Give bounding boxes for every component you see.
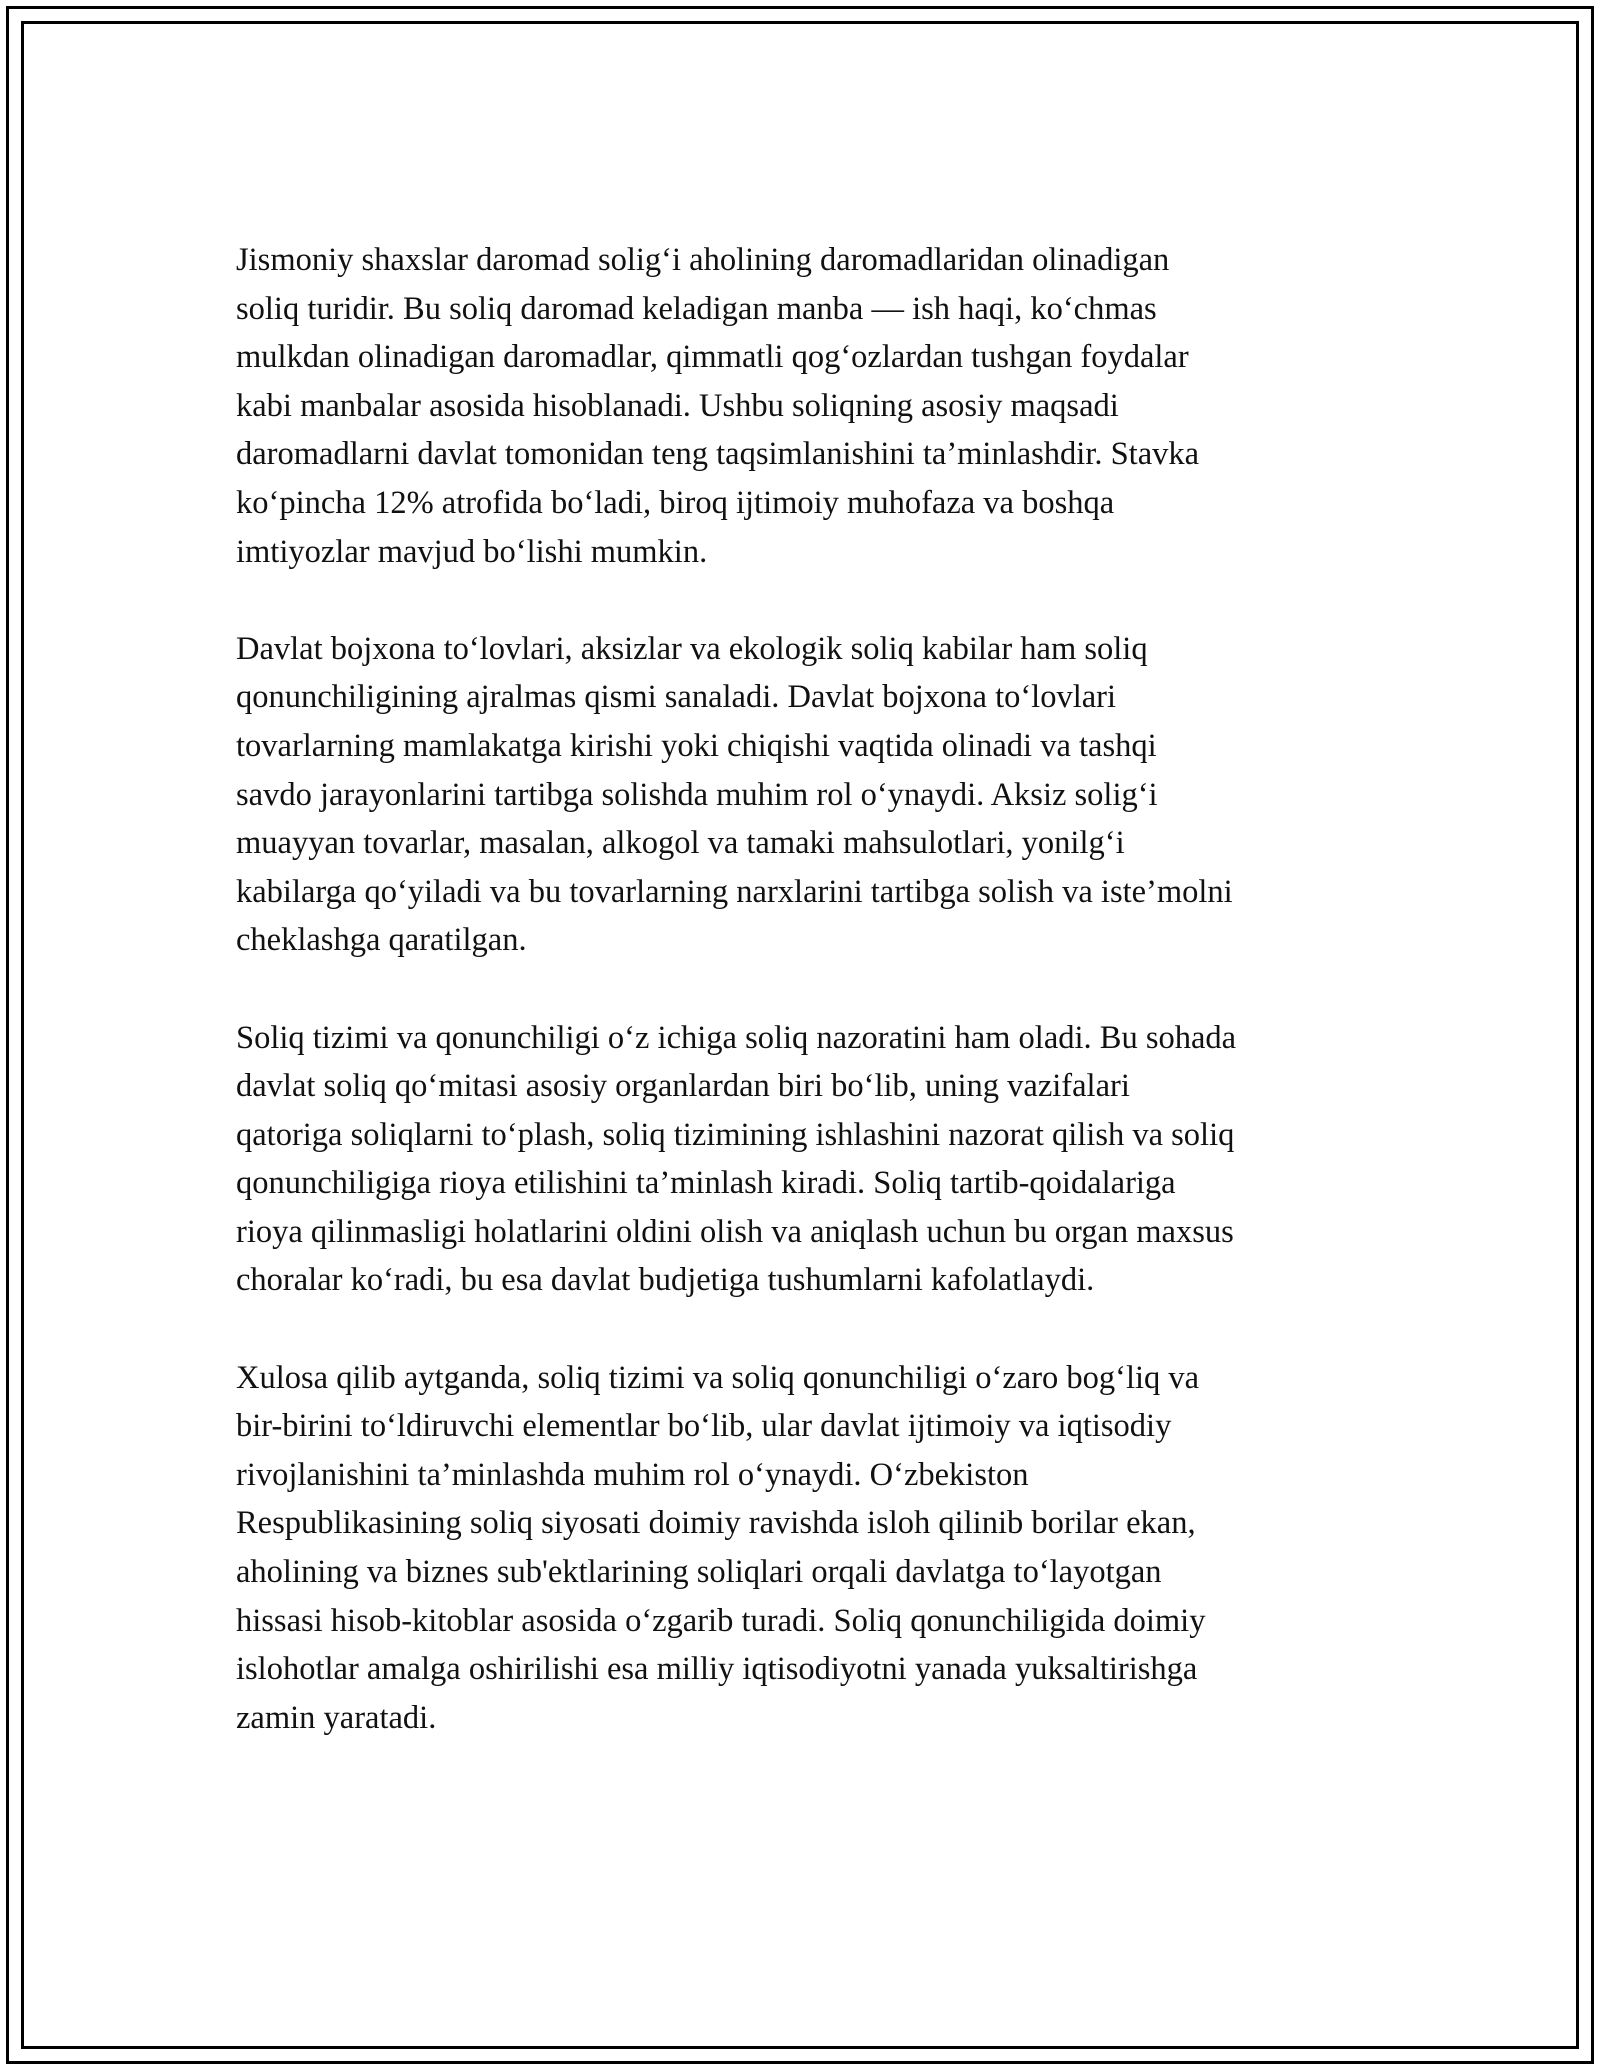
document-body	[236, 236, 1376, 1791]
paragraph-tax-control: Soliq tizimi va qonunchiligi o‘z ichiga soliq nazoratini ham oladi. Bu sohada davlat soliq qo‘mitasi asosiy organlardan biri bo‘lib, uning vazifalari qatoriga soliqlarni to‘plash, soliq tizimining ishlashini nazorat qilish va soliq qonunchiligiga rioya etilishini ta’minlash kiradi. Soliq tartib-qoidalariga rioya qilinmasligi holatlarini oldini olish va aniqlash uchun bu organ maxsus choralar ko‘radi, bu esa davlat budjetiga tushumlarni kafolatlaydi.	[236, 1019, 1237, 1299]
paragraph-customs-excise: Davlat bojxona to‘lovlari, aksizlar va ekologik soliq kabilar ham soliq qonunchiligining ajralmas qismi sanaladi. Davlat bojxona to‘lovlari tovarlarning mamlakatga kirishi yoki chiqishi vaqtida olinadi va tashqi savdo jarayonlarini tartibga solishda muhim rol o‘ynaydi. Aksiz solig‘i muayyan tovarlar, masalan, alkogol va tamaki mahsulotlari, yonilg‘i kabilarga qo‘yiladi va bu tovarlarning narxlarini tartibga solish va iste’molni cheklashga qaratilgan.	[236, 630, 1233, 959]
paragraph-conclusion: Xulosa qilib aytganda, soliq tizimi va soliq qonunchiligi o‘zaro bog‘liq va bir-birini to‘ldiruvchi elementlar bo‘lib, ular davlat ijtimoiy va iqtisodiy rivojlanishini ta’minlashda muhim rol o‘ynaydi. O‘zbekiston Respublikasining soliq siyosati doimiy ravishda isloh qilinib borilar ekan, aholining va biznes sub'ektlarining soliqlari orqali davlatga to‘layotgan hissasi hisob-kitoblar asosida o‘zgarib turadi. Soliq qonunchiligida doimiy islohotlar amalga oshirilishi esa milliy iqtisodiyotni yanada yuksaltirishga zamin yaratadi.	[236, 1359, 1206, 1736]
paragraph-income-tax: Jismoniy shaxslar daromad solig‘i aholining daromadlaridan olinadigan soliq turidir. Bu soliq daromad keladigan manba — ish haqi, ko‘chmas mulkdan olinadigan daromadlar, qimmatli qog‘ozlardan tushgan foydalar kabi manbalar asosida hisoblanadi. Ushbu soliqning asosiy maqsadi daromadlarni davlat tomonidan teng taqsimlanishini ta’minlashdir. Stavka ko‘pincha 12% atrofida bo‘ladi, biroq ijtimoiy muhofaza va boshqa imtiyozlar mavjud bo‘lishi mumkin.	[236, 242, 1200, 570]
